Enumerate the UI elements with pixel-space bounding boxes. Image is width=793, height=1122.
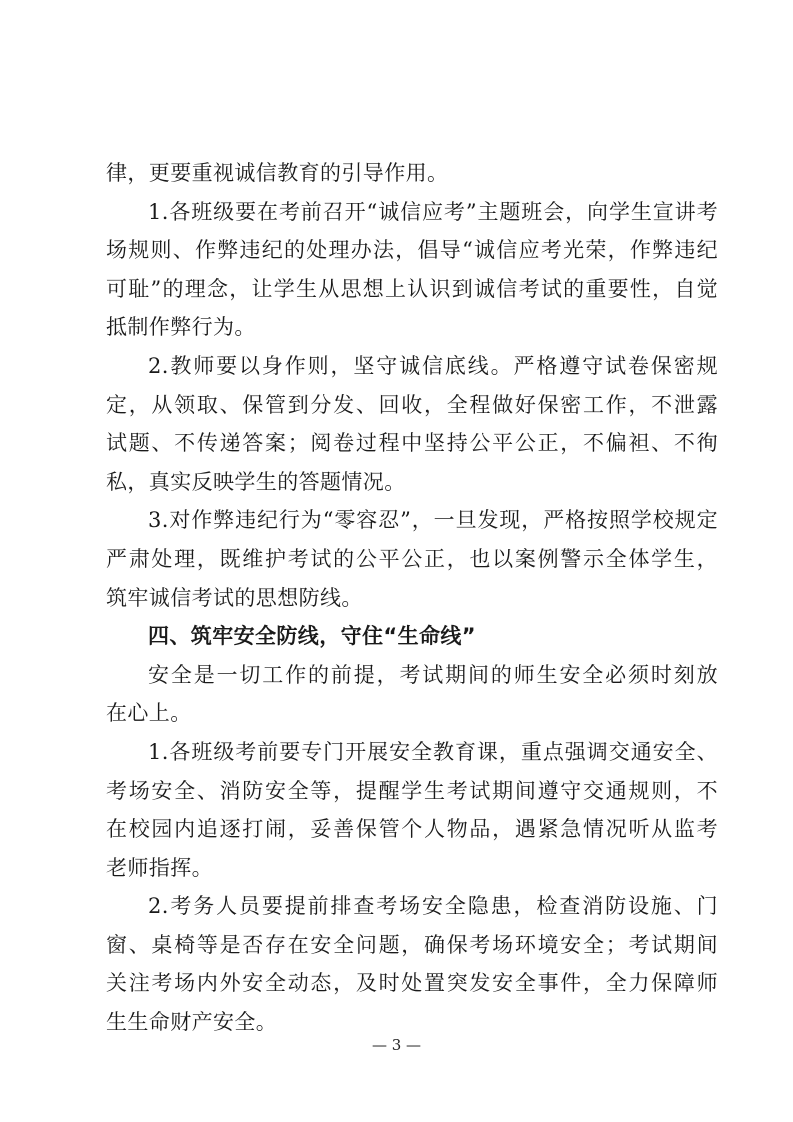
body-line: 生生命财产安全。: [106, 1010, 278, 1035]
body-line: 严肃处理，既维护考试的公平公正，也以案例警示全体学生，: [106, 546, 718, 571]
body-line: 场规则、作弊违纪的处理办法，倡导“诚信应考光荣，作弊违纪: [106, 238, 718, 263]
body-line: 窗、桌椅等是否存在安全问题，确保考场环境安全；考试期间: [106, 932, 718, 957]
body-line: 安全是一切工作的前提，考试期间的师生安全必须时刻放: [148, 662, 718, 687]
body-line: 私，真实反映学生的答题情况。: [106, 469, 406, 494]
body-line: 筑牢诚信考试的思想防线。: [106, 585, 363, 610]
body-line: 2.考务人员要提前排查考场安全隐患，检查消防设施、门: [148, 894, 718, 919]
body-line: 抵制作弊行为。: [106, 315, 256, 340]
body-line: 定，从领取、保管到分发、回收，全程做好保密工作，不泄露: [106, 392, 718, 417]
body-line: 1.各班级考前要专门开展安全教育课，重点强调交通安全、: [148, 739, 718, 764]
body-line: 2.教师要以身作则，坚守诚信底线。严格遵守试卷保密规: [148, 353, 718, 378]
body-line: 在校园内追逐打闹，妥善保管个人物品，遇紧急情况听从监考: [106, 817, 718, 842]
body-line: 关注考场内外安全动态，及时处置突发安全事件，全力保障师: [106, 971, 718, 996]
body-line: 可耻”的理念，让学生从思想上认识到诚信考试的重要性，自觉: [106, 276, 718, 301]
body-line: 3.对作弊违纪行为“零容忍”，一旦发现，严格按照学校规定: [148, 508, 718, 533]
body-line: 1.各班级要在考前召开“诚信应考”主题班会，向学生宣讲考: [148, 199, 718, 224]
body-line: 律，更要重视诚信教育的引导作用。: [106, 161, 449, 185]
page-number: — 3 —: [371, 1036, 422, 1054]
section-heading: 四、筑牢安全防线，守住“生命线”: [148, 624, 477, 649]
document-body: [106, 154, 718, 1042]
body-line: 试题、不传递答案；阅卷过程中坚持公平公正，不偏袒、不徇: [106, 431, 718, 456]
body-line: 考场安全、消防安全等，提醒学生考试期间遵守交通规则，不: [106, 778, 718, 803]
body-line: 在心上。: [106, 701, 192, 726]
body-line: 老师指挥。: [106, 855, 213, 880]
